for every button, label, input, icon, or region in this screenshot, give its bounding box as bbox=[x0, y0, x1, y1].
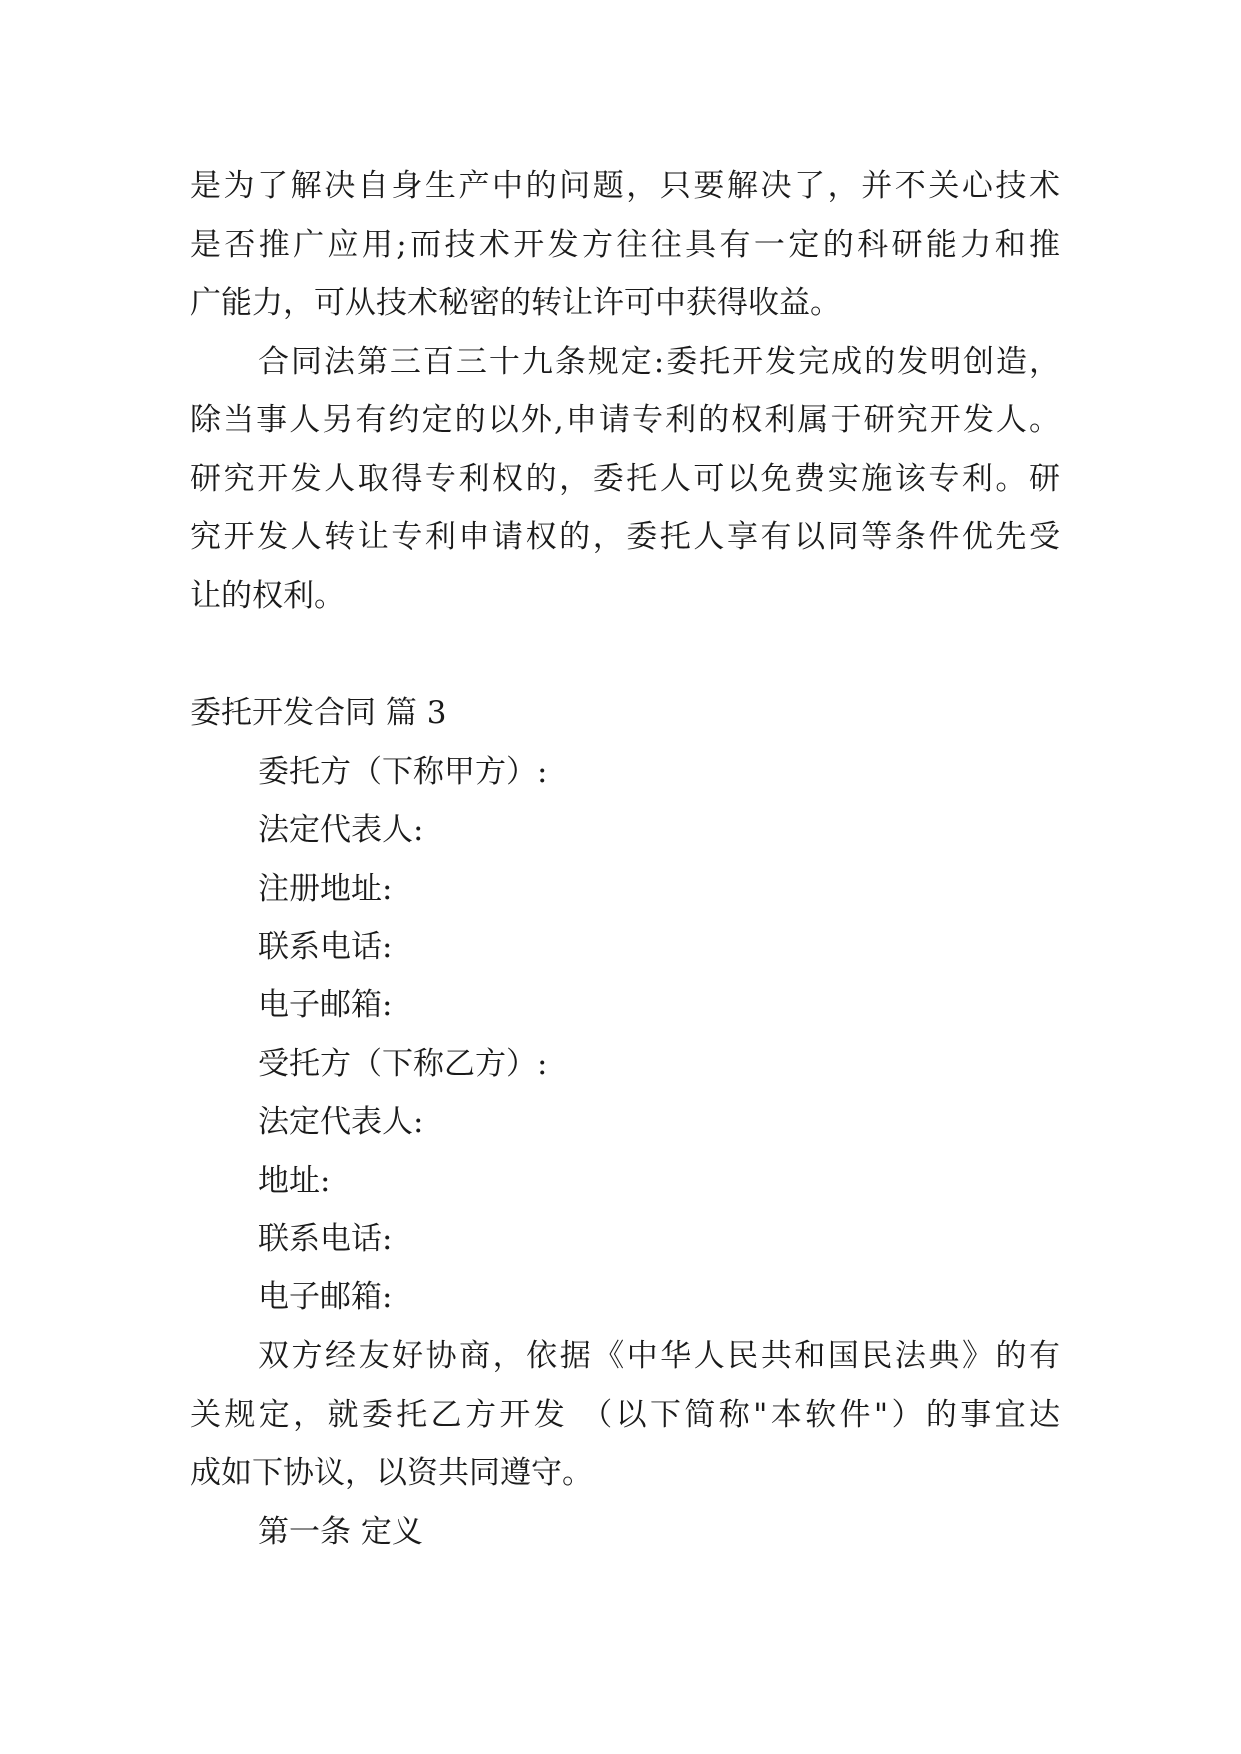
form-field-label: 法定代表人: bbox=[258, 812, 424, 848]
paragraph-line: 研究开发人取得专利权的，委托人可以免费实施该专利。研 bbox=[190, 461, 1060, 497]
paragraph-line: 关规定，就委托乙方开发 （以下简称"本软件"）的事宜达 bbox=[190, 1397, 1060, 1433]
paragraph-line: 广能力，可从技术秘密的转让许可中获得收益。 bbox=[190, 285, 841, 321]
form-field-label: 委托方（下称甲方）: bbox=[258, 754, 548, 790]
form-field-label: 联系电话: bbox=[258, 929, 393, 965]
paragraph-line: 除当事人另有约定的以外,申请专利的权利属于研究开发人。 bbox=[190, 402, 1060, 438]
form-field-label: 地址: bbox=[258, 1163, 331, 1199]
form-field-label: 电子邮箱: bbox=[258, 1279, 393, 1315]
article-heading: 第一条 定义 bbox=[258, 1514, 423, 1550]
form-field-label: 电子邮箱: bbox=[258, 987, 393, 1023]
form-field-label: 受托方（下称乙方）: bbox=[258, 1046, 548, 1082]
paragraph-line: 是否推广应用;而技术开发方往往具有一定的科研能力和推 bbox=[190, 227, 1060, 263]
paragraph-line: 双方经友好协商，依据《中华人民共和国民法典》的有 bbox=[258, 1338, 1060, 1374]
paragraph-line: 让的权利。 bbox=[190, 578, 345, 614]
paragraph-line: 究开发人转让专利申请权的，委托人享有以同等条件优先受 bbox=[190, 519, 1060, 555]
form-field-label: 联系电话: bbox=[258, 1221, 393, 1257]
form-field-label: 注册地址: bbox=[258, 871, 393, 907]
paragraph-line: 是为了解决自身生产中的问题，只要解决了，并不关心技术 bbox=[190, 168, 1060, 204]
form-field-label: 法定代表人: bbox=[258, 1104, 424, 1140]
section-heading: 委托开发合同 篇 3 bbox=[190, 695, 447, 731]
paragraph-line: 成如下协议，以资共同遵守。 bbox=[190, 1455, 593, 1491]
paragraph-line: 合同法第三百三十九条规定:委托开发完成的发明创造， bbox=[258, 344, 1060, 380]
